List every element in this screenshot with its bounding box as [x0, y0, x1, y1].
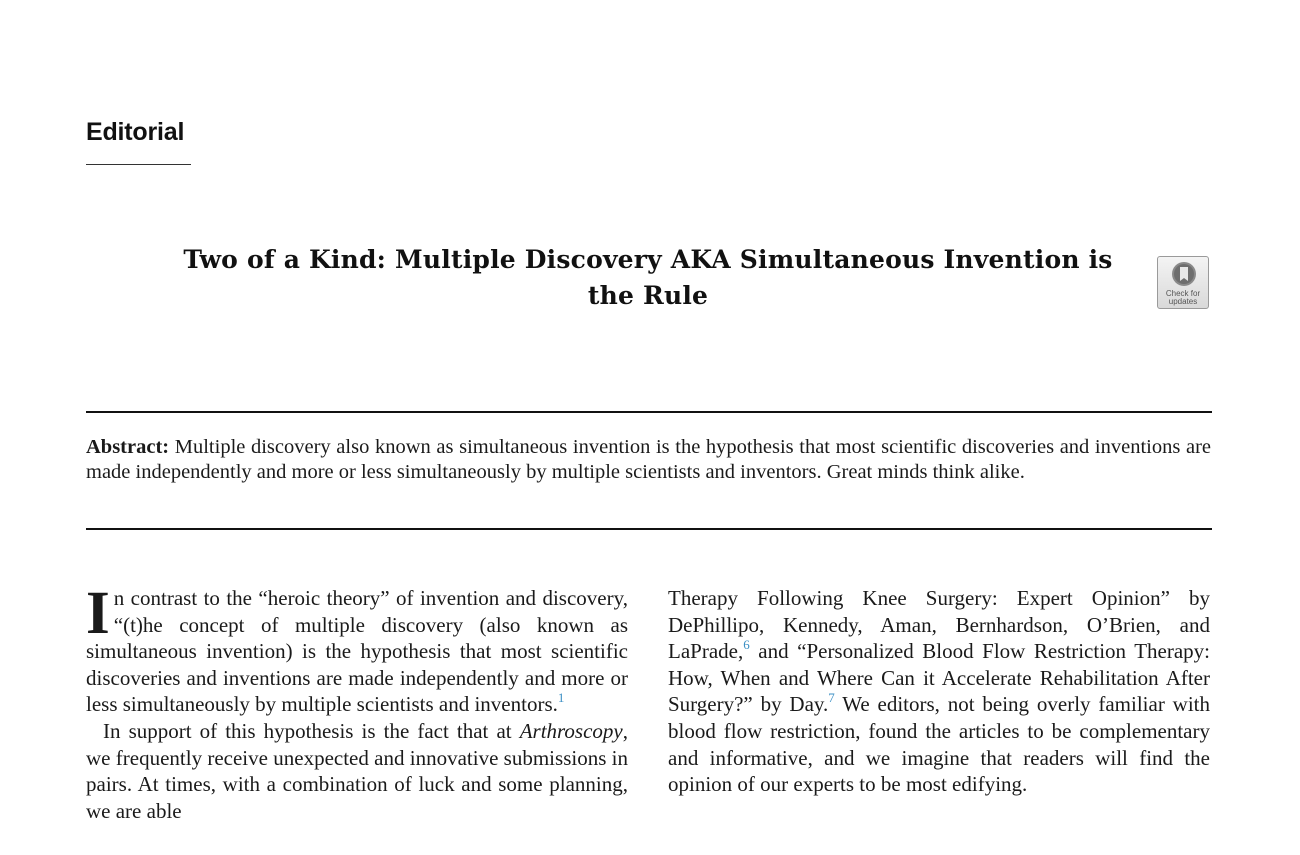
body-paragraph: In contrast to the “heroic theory” of invention and discovery, “(t)he concept of multiple discovery (also known as simultaneous invention) is the hypothesis that most scientific discoveries and inventions are made independently and more or less simultaneously by multiple scientists and inventors.$^1$: [86, 580, 628, 717]
abstract-top-rule: [86, 411, 1212, 413]
title-line-1: Two of a Kind: Multiple Discovery AKA Simultaneous Invention is: [183, 245, 1113, 274]
title-line-2: the Rule: [587, 281, 709, 310]
body-column-right: [668, 585, 1210, 798]
reference-link[interactable]: 7: [828, 690, 835, 706]
bookmark-icon: [1171, 261, 1197, 289]
abstract-bottom-rule: [86, 528, 1212, 530]
body-paragraph: Therapy Following Knee Surgery: Expert Opinion” by DePhillipo, Kennedy, Aman, Bernhardson, O’Brien, and LaPrade,$^6$ and “Personalized Blood Flow Restriction Therapy: How, When and Where Can it Accelerate Rehabilitation After Surgery?” by Day.$^7$ We editors, not being overly familiar with blood flow restriction, found the articles to be complementary and informative, and we imagine that readers will find the opinion of our experts to be most edifying.: [668, 586, 1210, 797]
body-paragraph: In support of this hypothesis is the fact that at Arthroscopy, we frequently receive unexpected and innovative submissions in pairs. At times, with a combination of luck and some planning, we are able: [86, 718, 628, 823]
abstract-label: Abstract:: [86, 436, 170, 458]
section-underline: [86, 164, 191, 165]
abstract-text: Multiple discovery also known as simultaneous invention is the hypothesis that most scientific discoveries and inventions are made independently and more or less simultaneously by multiple scientists and inventors. Great minds think alike.: [86, 436, 1211, 483]
drop-cap: I: [86, 580, 110, 647]
reference-link[interactable]: 6: [743, 637, 750, 653]
article-title: [150, 242, 1146, 314]
check-for-updates-button[interactable]: [1157, 256, 1209, 309]
journal-name: Arthroscopy: [519, 718, 623, 743]
body-column-left: [86, 580, 628, 824]
badge-label: Check for updates: [1165, 289, 1201, 306]
abstract: [86, 435, 1211, 484]
reference-link[interactable]: 1: [557, 690, 565, 706]
section-label: Editorial: [86, 118, 185, 146]
